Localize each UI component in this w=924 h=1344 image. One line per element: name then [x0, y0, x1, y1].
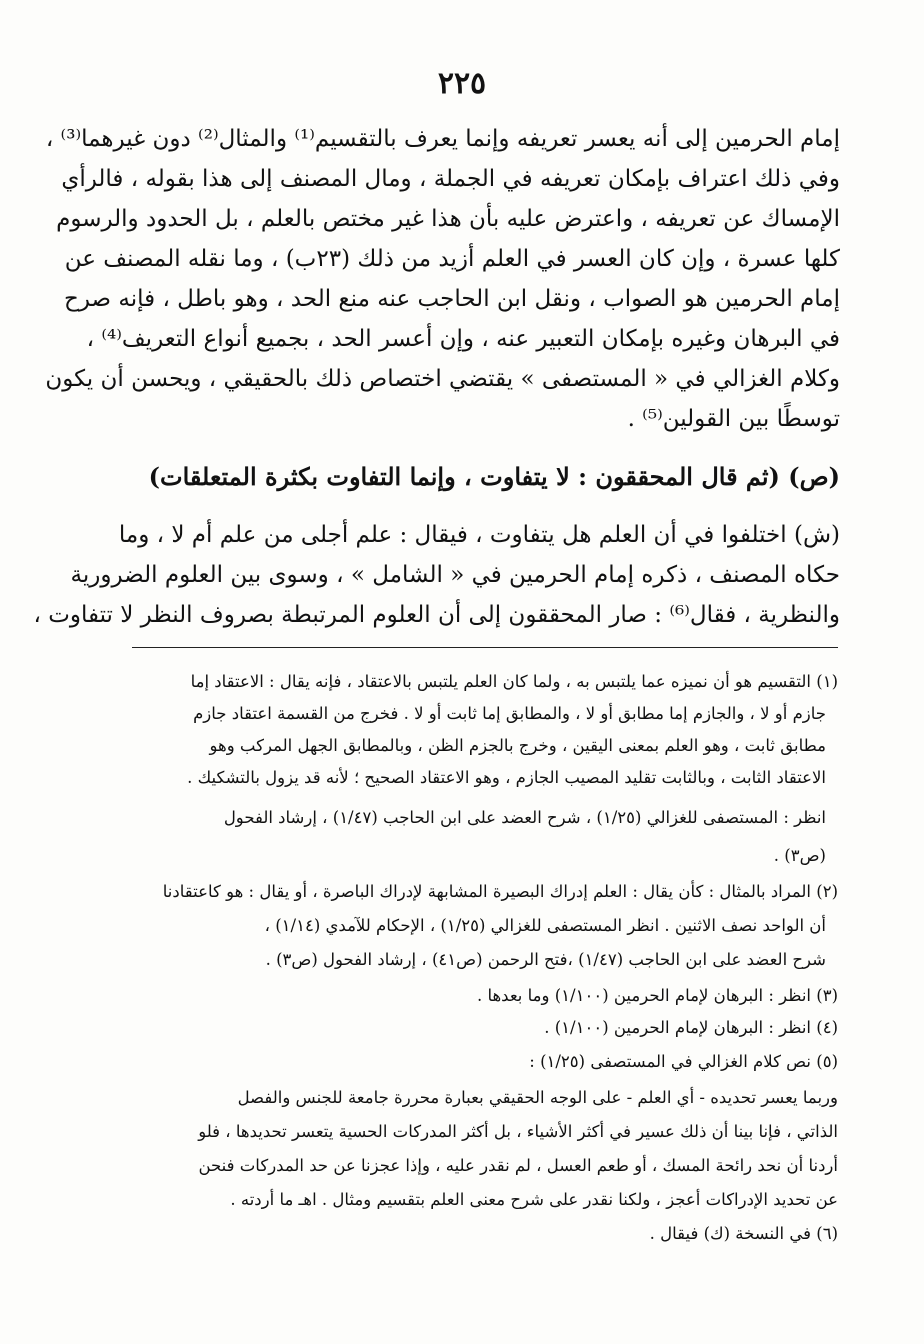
footnote-line: (١) التقسيم هو أن نميزه عما يلتبس به ، ولما كان العلم يلتبس بالاعتقاد ، فإنه يقال : الاعتقاد إما: [190, 672, 838, 691]
main-text-line: وكلام الغزالي في « المستصفى » يقتضي اختصاص ذلك بالحقيقي ، ويحسن أن يكون: [45, 366, 840, 392]
commentary-line: حكاه المصنف ، ذكره إمام الحرمين في « الشامل » ، وسوى بين العلوم الضرورية: [70, 562, 840, 588]
footnote-line: الذاتي ، فإنا بينا أن ذلك عسير في أكثر الأشياء ، بل أكثر المدركات الحسية يتعسر تحديدها ، فلو: [198, 1122, 838, 1141]
main-text-line: في البرهان وغيره بإمكان التعبير عنه ، وإن أعسر الحد ، بجميع أنواع التعريف⁽⁴⁾ ،: [86, 326, 840, 352]
footnote-line: أردنا أن نحد رائحة المسك ، أو طعم العسل ، لم نقدر عليه ، وإذا عجزنا عن حد المدركات فنحن: [198, 1156, 838, 1175]
main-text-line: إمام الحرمين إلى أنه يعسر تعريفه وإنما يعرف بالتقسيم⁽¹⁾ والمثال⁽²⁾ دون غيرهما⁽³⁾ ،: [45, 126, 840, 152]
commentary-line: (ش) اختلفوا في أن العلم هل يتفاوت ، فيقال : علم أجلى من علم أم لا ، وما: [118, 522, 840, 548]
footnote-line: أن الواحد نصف الاثنين . انظر المستصفى للغزالي (١/٢٥) ، الإحكام للآمدي (١/١٤) ،: [264, 916, 826, 935]
main-text-line: توسطًا بين القولين⁽⁵⁾ .: [627, 406, 840, 432]
main-text-line: وفي ذلك اعتراف بإمكان تعريفه في الجملة ، ومال المصنف إلى هذا بقوله ، فالرأي: [61, 166, 840, 192]
footnote-line: عن تحديد الإدراكات أعجز ، ولكنا نقدر على شرح معنى العلم بتقسيم ومثال . اهـ ما أردته .: [230, 1190, 838, 1209]
footnote-line: (٦) في النسخة (ك) فيقال .: [649, 1224, 838, 1243]
footnote-line: (٤) انظر : البرهان لإمام الحرمين (١/١٠٠) .: [544, 1018, 838, 1037]
footnote-line: (٥) نص كلام الغزالي في المستصفى (١/٢٥) :: [529, 1052, 838, 1071]
footnote-line: الاعتقاد الثابت ، وبالثابت تقليد المصيب الجازم ، وهو الاعتقاد الصحيح ؛ لأنه قد يزول بالتشكيك .: [187, 768, 826, 787]
footnote-line: شرح العضد على ابن الحاجب (١/٤٧) ،فتح الرحمن (ص٤١) ، إرشاد الفحول (ص٣) .: [265, 950, 826, 969]
footnote-separator: [132, 647, 838, 648]
footnote-line: جازم أو لا ، والجازم إما مطابق أو لا ، والمطابق إما ثابت أو لا . فخرج من القسمة اعتقاد جازم: [193, 704, 826, 723]
footnote-line: وربما يعسر تحديده - أي العلم - على الوجه الحقيقي بعبارة محررة جامعة للجنس والفصل: [237, 1088, 838, 1107]
commentary-line: والنظرية ، فقال⁽⁶⁾ : صار المحققون إلى أن العلوم المرتبطة بصروف النظر لا تتفاوت ،: [33, 602, 840, 628]
main-text-line: كلها عسرة ، وإن كان العسر في العلم أزيد من ذلك (٢٣ب) ، وما نقله المصنف عن: [64, 246, 840, 272]
section-heading: (ص) (ثم قال المحققون : لا يتفاوت ، وإنما التفاوت بكثرة المتعلقات): [148, 462, 840, 491]
footnote-line: (ص٣) .: [773, 846, 826, 865]
page-number: ٢٢٥: [437, 66, 487, 101]
footnote-line: انظر : المستصفى للغزالي (١/٢٥) ، شرح العضد على ابن الحاجب (١/٤٧) ، إرشاد الفحول: [223, 808, 826, 827]
footnote-line: مطابق ثابت ، وهو العلم بمعنى اليقين ، وخرج بالجزم الظن ، وبالمطابق الجهل المركب وهو: [209, 736, 826, 755]
footnote-line: (٢) المراد بالمثال : كأن يقال : العلم إدراك البصيرة المشابهة لإدراك الباصرة ، أو يقال : هو كاعتقادنا: [162, 882, 838, 901]
main-text-line: إمام الحرمين هو الصواب ، ونقل ابن الحاجب عنه منع الحد ، وهو باطل ، فإنه صرح: [64, 286, 840, 312]
main-text-line: الإمساك عن تعريفه ، واعترض عليه بأن هذا غير مختص بالعلم ، بل الحدود والرسوم: [56, 206, 840, 232]
footnote-line: (٣) انظر : البرهان لإمام الحرمين (١/١٠٠) وما بعدها .: [476, 986, 838, 1005]
